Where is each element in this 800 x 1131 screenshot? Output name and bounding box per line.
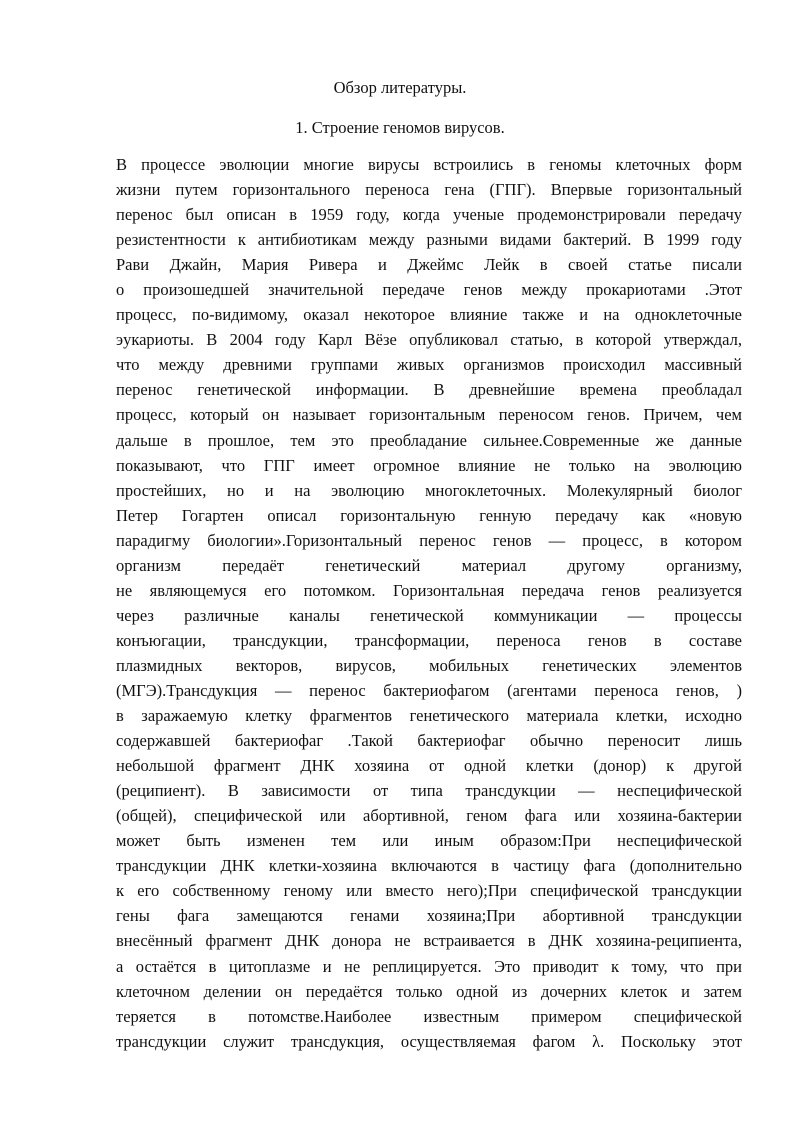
text-line: (общей), специфической или абортивной, геном фага или хозяина-бактерии (116, 806, 742, 826)
text-line: о произошедшей значительной передаче генов между прокариотами .Этот (116, 280, 742, 300)
text-line: процесс, который он называет горизонтальным переносом генов. Причем, чем (116, 405, 742, 425)
text-line: конъюгации, трансдукции, трансформации, переноса генов в составе (116, 630, 742, 650)
text-line: клеточном делении он передаётся только одной из дочерних клеток и затем (116, 981, 742, 1001)
text-line: может быть изменен тем или иным образом:При неспецифической (116, 831, 742, 851)
text-line: показывают, что ГПГ имеет огромное влияние не только на эволюцию (116, 455, 742, 475)
text-line: гены фага замещаются генами хозяина;При абортивной трансдукции (116, 906, 742, 926)
text-line: организм передаёт генетический материал другому организму, (116, 555, 742, 575)
text-line: что между древними группами живых организмов происходил массивный (116, 355, 742, 375)
text-line: теряется в потомстве.Наиболее известным примером специфической (116, 1006, 742, 1026)
text-line: жизни путем горизонтального переноса гена (ГПГ). Впервые горизонтальный (116, 180, 742, 200)
text-line: небольшой фрагмент ДНК хозяина от одной клетки (донор) к другой (116, 756, 742, 776)
text-line: процесс, по-видимому, оказал некоторое влияние также и на одноклеточные (116, 305, 742, 325)
text-line: через различные каналы генетической коммуникации — процессы (116, 605, 742, 625)
text-line: (МГЭ).Трансдукция — перенос бактериофагом (агентами переноса генов, ) (116, 680, 742, 700)
text-line: Рави Джайн, Мария Ривера и Джеймс Лейк в своей статье писали (116, 255, 742, 275)
text-line: плазмидных векторов, вирусов, мобильных генетических элементов (116, 655, 742, 675)
text-line: дальше в прошлое, тем это преобладание сильнее.Современные же данные (116, 430, 742, 450)
body-paragraph (116, 152, 742, 1054)
text-line: не являющемуся его потомком. Горизонтальная передача генов реализуется (116, 580, 742, 600)
text-line: эукариоты. В 2004 году Карл Вёзе опубликовал статью, в которой утверждал, (116, 330, 742, 350)
text-line: перенос был описан в 1959 году, когда ученые продемонстрировали передачу (116, 205, 742, 225)
text-line: перенос генетической информации. В древнейшие времена преобладал (116, 380, 742, 400)
text-line: трансдукции ДНК клетки-хозяина включаются в частицу фага (дополнительно (116, 856, 742, 876)
text-line: внесённый фрагмент ДНК донора не встраивается в ДНК хозяина-реципиента, (116, 931, 742, 951)
text-line: (реципиент). В зависимости от типа трансдукции — неспецифической (116, 781, 742, 801)
text-line: а остаётся в цитоплазме и не реплицируется. Это приводит к тому, что при (116, 956, 742, 976)
section-title: Обзор литературы. (333, 78, 467, 97)
text-line: в заражаемую клетку фрагментов генетического материала клетки, исходно (116, 706, 742, 726)
text-line: резистентности к антибиотикам между разными видами бактерий. В 1999 году (116, 230, 742, 250)
text-line: простейших, но и на эволюцию многоклеточных. Молекулярный биолог (116, 480, 742, 500)
text-line: трансдукции служит трансдукция, осуществляемая фагом λ. Поскольку этот (116, 1031, 742, 1051)
text-line: парадигму биологии».Горизонтальный перенос генов — процесс, в котором (116, 530, 742, 550)
text-line: Петер Гогартен описал горизонтальную генную передачу как «новую (116, 505, 742, 525)
text-line: В процессе эволюции многие вирусы встроились в геномы клеточных форм (116, 155, 742, 174)
text-line: содержавшей бактериофаг .Такой бактериофаг обычно переносит лишь (116, 731, 742, 751)
text-line: к его собственному геному или вместо него);При специфической трансдукции (116, 881, 742, 901)
subsection-title: 1. Строение геномов вирусов. (295, 118, 505, 137)
